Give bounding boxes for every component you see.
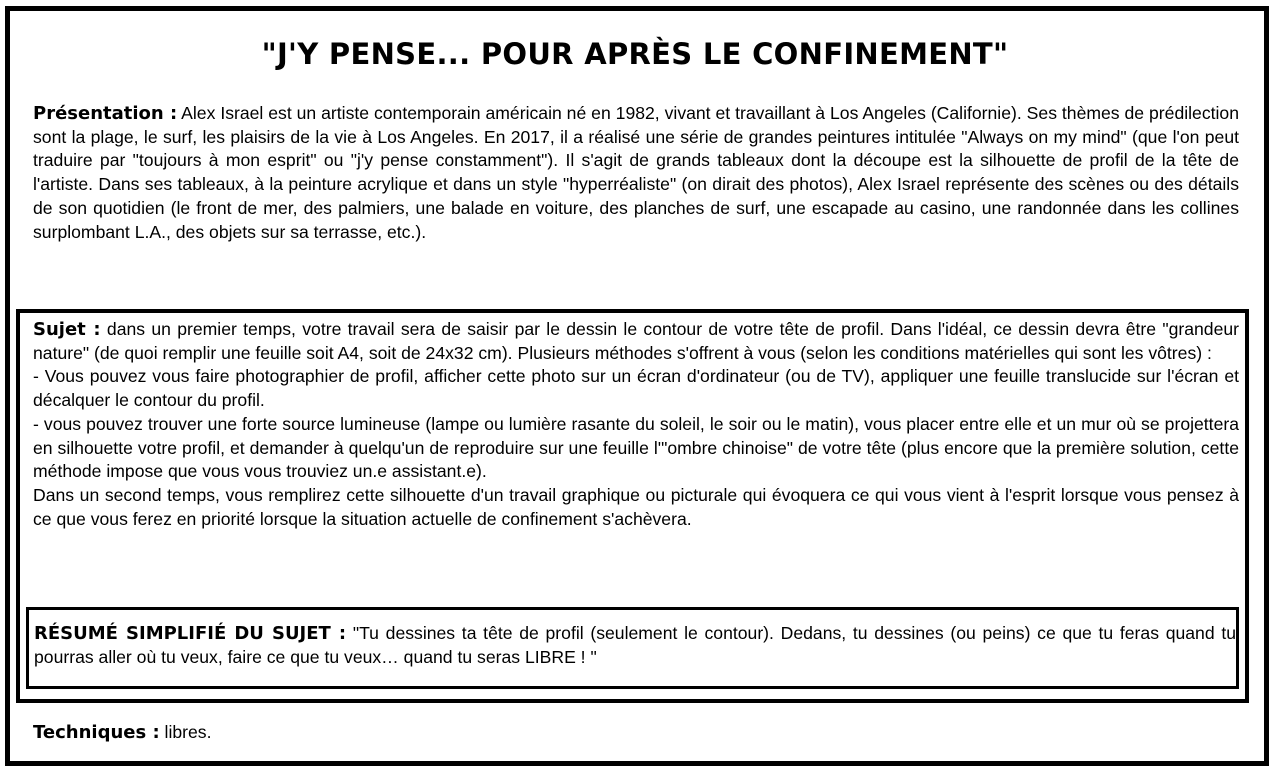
presentation-section [33,102,1239,244]
sujet-method-1: - Vous pouvez vous faire photographier de profil, afficher cette photo sur un écran d'ordinateur (ou de TV), appliquer une feuille translucide sur l'écran et décalquer le contour du profil. [33,366,1239,411]
sujet-method-2: - vous pouvez trouver une forte source lumineuse (lampe ou lumière rasante du soleil, le soir ou le matin), vous placer entre elle et un mur où se projettera en silhouette votre profil, et demander à quelqu'un de reproduire sur une feuille l'"ombre chinoise" de votre tête (plus encore que la première solution, cette méthode impose que vous vous trouviez un.e assistant.e). [33,413,1239,482]
sujet-intro-text: dans un premier temps, votre travail sera de saisir par le dessin le contour de votre tête de profil. Dans l'idéal, ce dessin devra être "grandeur nature" (de quoi remplir une feuille soit A4, soit de 24x32 cm). Plusieurs méthodes s'offrent à vous (selon les conditions matérielles qui sont les vôtres) : [33,319,1239,363]
sujet-intro [33,318,1239,365]
techniques-label: Techniques : [33,722,160,743]
sujet-label: Sujet : [33,319,101,340]
techniques-section [33,721,1239,745]
sujet-section [33,318,1239,531]
presentation-label: Présentation : [33,103,178,124]
sujet-second-step: Dans un second temps, vous remplirez cette silhouette d'un travail graphique ou picturale qui évoquera ce qui vous vient à l'esprit lorsque vous pensez à ce que vous ferez en priorité lorsque la situation actuelle de confinement s'achèvera. [33,484,1239,529]
presentation-text: Alex Israel est un artiste contemporain américain né en 1982, vivant et travaillant à Los Angeles (Californie). Ses thèmes de prédilection sont la plage, le surf, les plaisirs de la vie à Los Angeles. En 2017, il a réalisé une série de grandes peintures intitulée "Always on my mind" (que l'on peut traduire par "toujours à mon esprit" ou "j'y pense constamment"). Il s'agit de grands tableaux dont la découpe est la silhouette de profil de la tête de l'artiste. Dans ses tableaux, à la peinture acrylique et dans un style "hyperréaliste" (on dirait des photos), Alex Israel représente des scènes ou des détails de son quotidien (le front de mer, des palmiers, une balade en voiture, des planches de surf, une escapade au casino, une randonnée dans les collines surplombant L.A., des objets sur sa terrasse, etc.). [33,103,1239,242]
techniques-text: libres. [159,722,212,742]
resume-section [34,622,1236,669]
page-title: "J'Y PENSE... POUR APRÈS LE CONFINEMENT" [261,37,1009,71]
resume-text: "Tu dessines ta tête de profil (seulement le contour). Dedans, tu dessines (ou peins) ce que tu feras quand tu pourras aller où tu veux, faire ce que tu veux… quand tu seras LIBRE ! " [34,623,1237,667]
resume-label: RÉSUMÉ SIMPLIFIÉ DU SUJET : [34,623,347,644]
